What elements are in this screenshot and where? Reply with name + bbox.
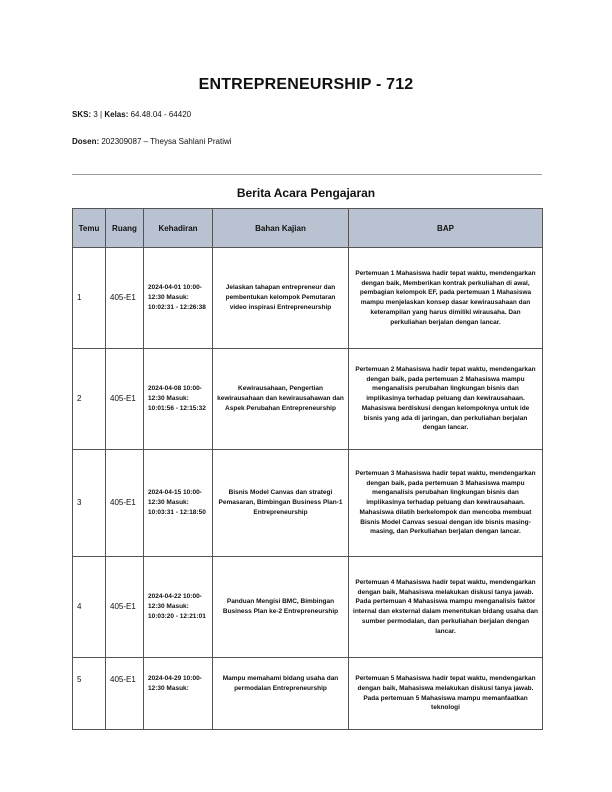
sks-label: SKS:	[72, 110, 92, 119]
cell-ruang: 405-E1	[106, 658, 144, 730]
cell-temu: 4	[73, 557, 106, 658]
kelas-value: 64.48.04 - 64420	[130, 110, 192, 119]
dosen-label: Dosen:	[72, 137, 100, 146]
cell-temu: 5	[73, 658, 106, 730]
sks-value: 3	[93, 110, 98, 119]
cell-bahan-kajian: Jelaskan tahapan entrepreneur dan pembentukan kelompok Pemutaran video inspirasi Entrepreneurship	[213, 248, 349, 349]
course-info	[72, 110, 191, 119]
cell-kehadiran: 2024-04-15 10:00-12:30 Masuk: 10:03:31 - 12:18:50	[144, 450, 213, 557]
kelas-label: Kelas:	[104, 110, 129, 119]
cell-bahan-kajian: Mampu memahami bidang usaha dan permodalan Entrepreneurship	[213, 658, 349, 730]
cell-bahan-kajian: Panduan Mengisi BMC, Bimbingan Business Plan ke-2 Entrepreneurship	[213, 557, 349, 658]
page-title: ENTREPRENEURSHIP - 712	[198, 76, 414, 93]
table-row	[73, 248, 543, 349]
cell-bap: Pertemuan 3 Mahasiswa hadir tepat waktu, mendengarkan dengan baik, pada pertemuan 3 Mahasiswa mampu menganalisis perubahan lingkungan bisnis dan implikasinya terhadap peluang dan kewirausahaan. Mahasiswa dilatih berkelompok dan mencoba membuat Bisnis Model Canvas sesuai dengan ide bisnis masing-masing, dan Perkuliahan berjalan dengan lancar.	[349, 450, 543, 557]
cell-bahan-kajian: Bisnis Model Canvas dan strategi Pemasaran, Bimbingan Business Plan-1 Entrepreneurship	[213, 450, 349, 557]
cell-ruang: 405-E1	[106, 349, 144, 450]
table-row	[73, 658, 543, 730]
cell-temu: 1	[73, 248, 106, 349]
cell-kehadiran: 2024-04-22 10:00-12:30 Masuk: 10:03:20 - 12:21:01	[144, 557, 213, 658]
cell-ruang: 405-E1	[106, 248, 144, 349]
header-kehadiran: Kehadiran	[144, 209, 213, 248]
header-bap: BAP	[349, 209, 543, 248]
dosen-value: 202309087 – Theysa Sahlani Pratiwi	[101, 137, 232, 146]
cell-ruang: 405-E1	[106, 557, 144, 658]
teaching-record-table	[72, 208, 543, 730]
cell-kehadiran: 2024-04-29 10:00-12:30 Masuk:	[144, 658, 213, 730]
cell-kehadiran: 2024-04-01 10:00-12:30 Masuk: 10:02:31 - 12:26:38	[144, 248, 213, 349]
cell-ruang: 405-E1	[106, 450, 144, 557]
cell-temu: 3	[73, 450, 106, 557]
header-ruang: Ruang	[106, 209, 144, 248]
cell-bap: Pertemuan 2 Mahasiswa hadir tepat waktu, mendengarkan dengan baik, pada pertemuan 2 Mahasiswa mampu menganalisis perubahan lingkungan bisnis dan implikasinya terhadap peluang dan kewirausahaan. Mahasiswa berdiskusi dengan kelompoknya untuk ide bisnis yang ada di jaringan, dan perkuliahan berjalan dengan lancar.	[349, 349, 543, 450]
cell-temu: 2	[73, 349, 106, 450]
table-row	[73, 557, 543, 658]
table-header-row	[73, 209, 543, 248]
section-title: Berita Acara Pengajaran	[236, 186, 376, 200]
cell-bap: Pertemuan 4 Mahasiswa hadir tepat waktu, mendengarkan dengan baik, Mahasiswa melakukan diskusi tanya jawab. Pada pertemuan 4 Mahasiswa mampu menganalisis faktor internal dan eksternal dalam menentukan bidang usaha dan sumber permodalan, dan perkuliahan berjalan dengan lancar.	[349, 557, 543, 658]
header-bahan-kajian: Bahan Kajian	[213, 209, 349, 248]
cell-bahan-kajian: Kewirausahaan, Pengertian kewirausahaan dan kewirausahawan dan Aspek Perubahan Entrepreneurship	[213, 349, 349, 450]
cell-bap: Pertemuan 1 Mahasiswa hadir tepat waktu, mendengarkan dengan baik, Memberikan kontrak perkuliahan di awal, pembagian kelompok EF, pada pertemuan 1 Mahasiswa mampu menjelaskan konsep dasar kewirausahaan dan keterampilan yang harus dimiliki wirausaha. Dan perkuliahan berjalan dengan lancar.	[349, 248, 543, 349]
separator: |	[100, 110, 103, 119]
cell-kehadiran: 2024-04-08 10:00-12:30 Masuk: 10:01:56 - 12:15:32	[144, 349, 213, 450]
table-row	[73, 450, 543, 557]
divider	[72, 174, 542, 175]
lecturer-info	[72, 137, 232, 146]
header-temu: Temu	[73, 209, 106, 248]
table-row	[73, 349, 543, 450]
cell-bap: Pertemuan 5 Mahasiswa hadir tepat waktu, mendengarkan dengan baik, Mahasiswa melakukan diskusi tanya jawab. Pada pertemuan 5 Mahasiswa mampu memanfaatkan teknologi	[349, 658, 543, 730]
